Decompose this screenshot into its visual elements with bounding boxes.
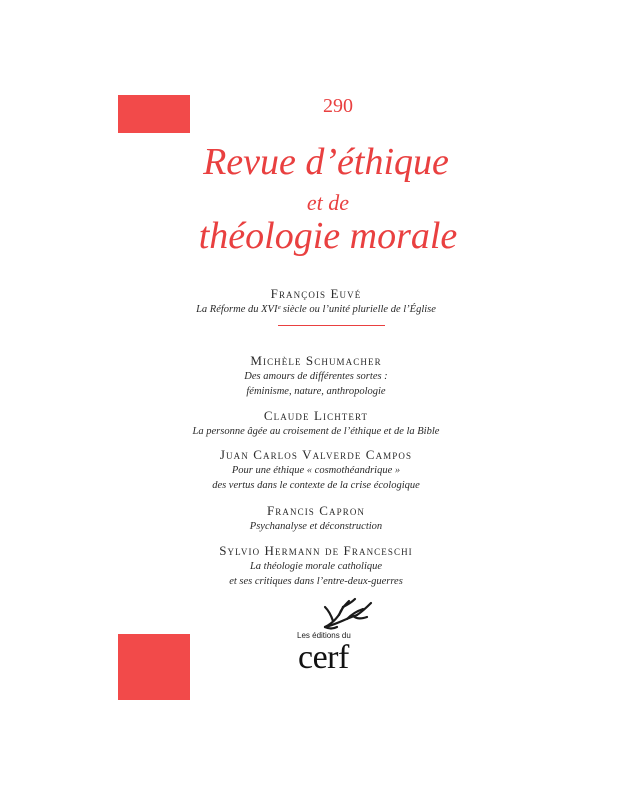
article-2 [118,353,514,399]
article-title: Psychanalyse et déconstruction [249,521,383,532]
article-5 [118,503,514,534]
article-author: Michèle Schumacher [250,353,382,368]
article-title: Des amours de différentes sortes : [244,371,388,382]
article-6 [118,543,514,589]
article-title: Pour une éthique « cosmothéandrique » [231,465,401,476]
article-author: Juan Carlos Valverde Campos [219,447,413,462]
article-1 [118,286,514,317]
article-title: La personne âgée au croisement de l’éthique et de la Bible [192,426,440,437]
red-block-bottom [118,634,190,700]
article-title: et ses critiques dans l’entre-deux-guerres [229,576,403,587]
title-line-3: théologie morale [198,215,458,257]
article-author: Sylvio Hermann de Franceschi [219,543,413,558]
article-author: Claude Lichtert [263,408,369,423]
title-line-1: Revue d’éthique [203,141,449,183]
divider-rule [278,325,385,326]
publisher-small-text: Les éditions du [297,631,351,640]
article-title: La théologie morale catholique [249,561,383,572]
publisher-name: cerf [298,639,349,676]
article-title: La Réforme du XVIᵉ siècle ou l’unité plurielle de l’Église [196,304,436,315]
article-4 [118,447,514,493]
issue-number: 290 [323,95,353,117]
article-3 [118,408,514,439]
title-line-2: et de [306,190,350,215]
article-author: Francis Capron [266,503,366,518]
article-title: des vertus dans le contexte de la crise écologique [212,480,420,491]
article-author: François Euvé [270,286,362,301]
article-title: féminisme, nature, anthropologie [246,386,386,397]
